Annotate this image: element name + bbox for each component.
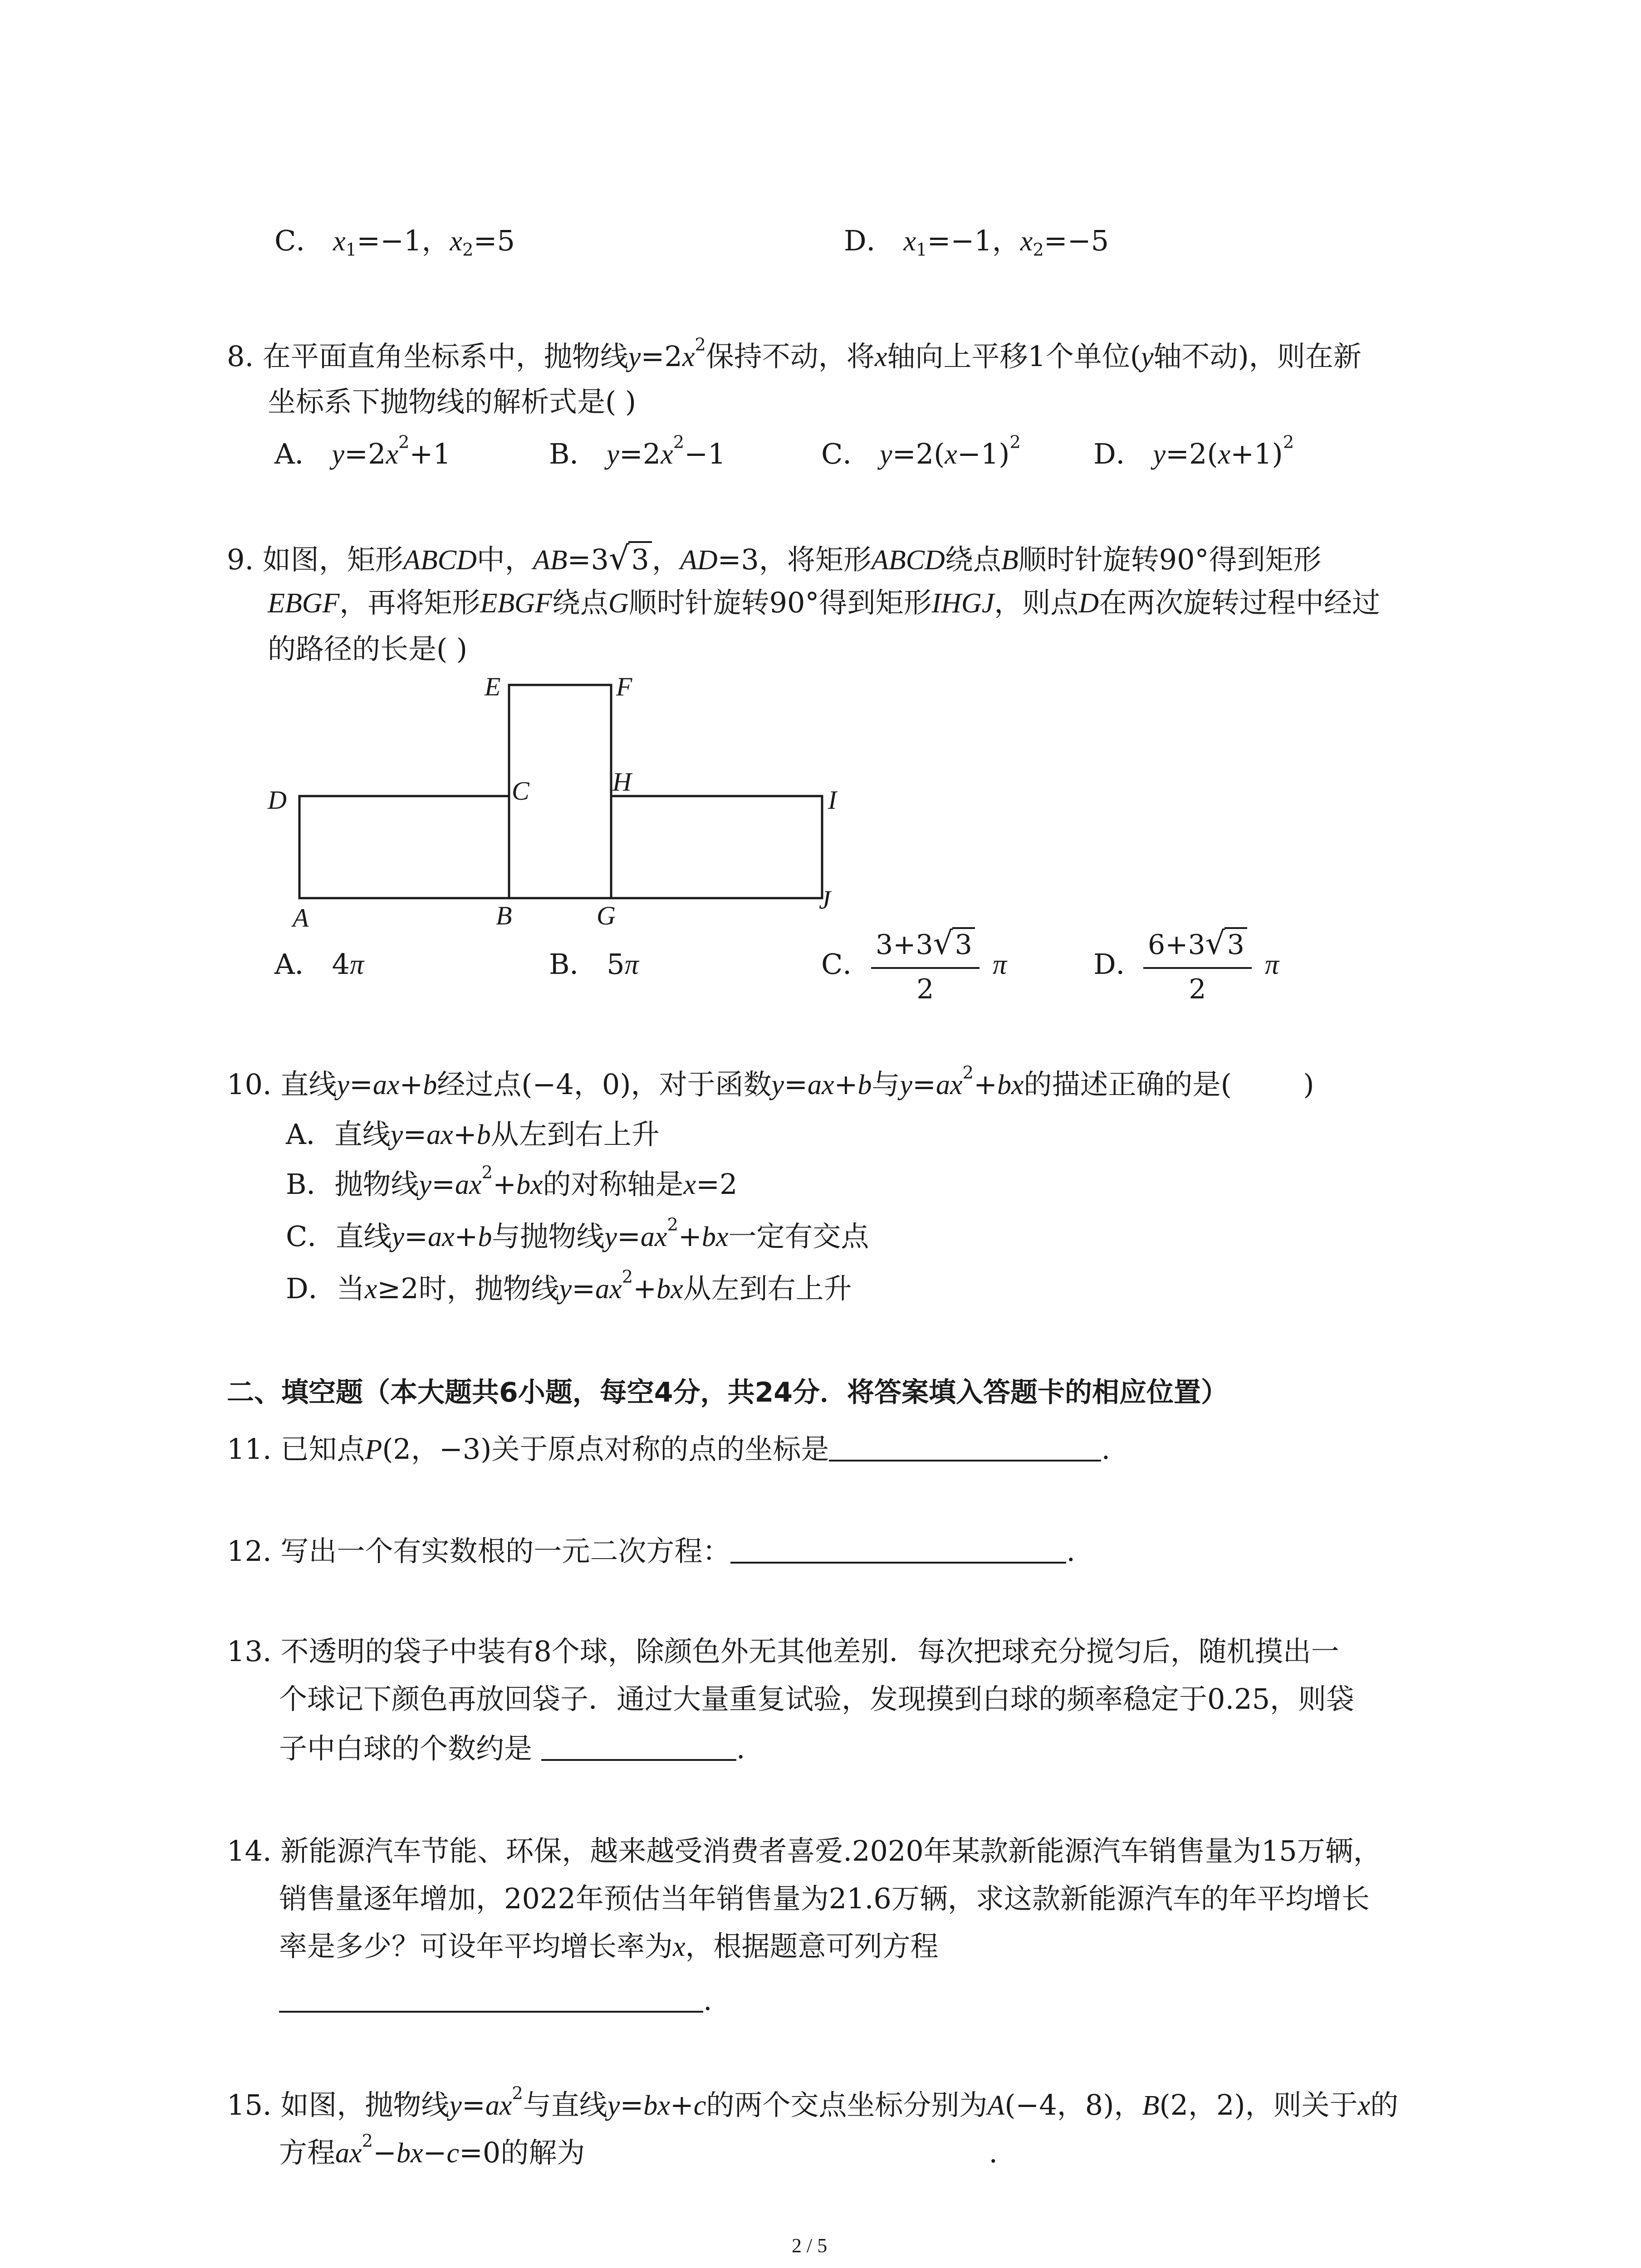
q11: 11. 已知点P(2，−3)关于原点对称的点的坐标是 . <box>227 1432 1111 1466</box>
q9-option-c-label: C． <box>821 948 871 981</box>
label-i: I <box>828 785 837 815</box>
q10-option-d: D．当x≥2时，抛物线$y=ax^2+bx$从左到右上升 <box>286 1266 852 1305</box>
label-h: H <box>612 767 632 797</box>
q13-line2: 个球记下颜色再放回袋子．通过大量重复试验，发现摸到白球的频率稳定于0.25，则袋 <box>279 1682 1355 1716</box>
label-b: B <box>496 901 512 930</box>
q9-rectangle-figure <box>0 0 1641 998</box>
q9-option-c-fraction: $\frac{3+3√3}{2}$ <box>871 925 980 1005</box>
q9-line1: 9. 如图，矩形ABCD中，AB=3√3，AD=3，将矩形ABCD绕点B顺时针旋转90°得到矩形 <box>227 539 1322 577</box>
q13-line3: 子中白球的个数约是 . <box>279 1732 745 1765</box>
q12: 12. 写出一个有实数根的一元二次方程： . <box>227 1535 1076 1568</box>
q10-option-a: A．直线y=ax+b从左到右上升 <box>286 1118 660 1151</box>
q8-option-a: A． $y=2x^2+1$ <box>274 432 451 470</box>
page-number: 2 / 5 <box>792 2234 828 2257</box>
rect-ihgj <box>611 796 822 898</box>
q12-answer-blank[interactable] <box>730 1535 1066 1564</box>
q9-option-b: B． 5π <box>549 948 639 981</box>
q13-line1: 13. 不透明的袋子中装有8个球，除颜色外无其他差别．每次把球充分搅匀后，随机摸出一 <box>227 1635 1339 1668</box>
q9-option-d-pi: π <box>1265 949 1279 980</box>
label-c: C <box>512 776 529 806</box>
q9-option-d-label: D． <box>1093 948 1144 981</box>
section2-heading: 二、填空题（本大题共6小题，每空4分，共24分．将答案填入答题卡的相应位置） <box>227 1377 1228 1408</box>
q11-answer-blank[interactable] <box>829 1433 1101 1461</box>
rect-abcd <box>299 796 509 898</box>
q15-line2: 方程$ax^2-bx-c=0$的解为 . <box>279 2131 998 2169</box>
q9-line2: EBGF，再将矩形EBGF绕点G顺时针旋转90°得到矩形IHGJ，则点D在两次旋转过程中经过 <box>268 586 1381 619</box>
q14-line3: 率是多少？可设年平均增长率为x，根据题意可列方程 <box>279 1930 939 1963</box>
label-d: D <box>268 785 287 815</box>
q8-option-d: D． $y=2(x+1)^2$ <box>1093 432 1294 470</box>
q9-option-d-fraction: $\frac{6+3√3}{2}$ <box>1143 925 1252 1005</box>
q8-option-b: B． $y=2x^2-1$ <box>549 432 726 470</box>
q14-answer-line: . <box>279 1984 712 2014</box>
label-f: F <box>616 672 632 701</box>
q14-answer-blank[interactable] <box>279 1984 703 2013</box>
label-g: G <box>597 901 616 930</box>
q9-option-a: A． 4π <box>274 948 364 981</box>
q7-option-d: D． $x_1=-1$，$x_2=-5$ <box>844 224 1109 260</box>
q10-option-b: B．抛物线$y=ax^2+bx$的对称轴是x=2 <box>286 1162 738 1201</box>
q8-line2: 坐标系下抛物线的解析式是( ) <box>268 385 637 418</box>
q8-option-c: C． $y=2(x-1)^2$ <box>821 432 1021 470</box>
q10-option-c: C．直线y=ax+b与抛物线$y=ax^2+bx$一定有交点 <box>286 1214 869 1253</box>
q8-line1: 8. 在平面直角坐标系中，抛物线$y=2x^2$保持不动，将x轴向上平移1个单位(y轴不动)，则在新 <box>227 334 1362 373</box>
label-a: A <box>293 903 309 933</box>
q14-line1: 14. 新能源汽车节能、环保，越来越受消费者喜爱.2020年某款新能源汽车销售量为15万辆， <box>227 1834 1381 1867</box>
label-e: E <box>485 672 501 701</box>
q15-line1: 15. 如图，抛物线$y=ax^2$与直线y=bx+c的两个交点坐标分别为A(−4，8)，B(2，2)，则关于x的 <box>227 2083 1399 2121</box>
label-j: J <box>819 885 831 914</box>
q7-option-c: C． $x_1=-1$，$x_2=5$ <box>274 224 515 260</box>
q9-line3: 的路径的长是( ) <box>268 632 468 665</box>
q14-line2: 销售量逐年增加，2022年预估当年销售量为21.6万辆，求这款新能源汽车的年平均增长 <box>279 1882 1370 1915</box>
q9-option-c-pi: π <box>993 949 1007 980</box>
q13-answer-blank[interactable] <box>541 1733 736 1761</box>
q10-stem: 10. 直线y=ax+b经过点(−4，0)，对于函数y=ax+b与$y=ax^2+bx$的描述正确的是( ) <box>227 1062 1314 1101</box>
